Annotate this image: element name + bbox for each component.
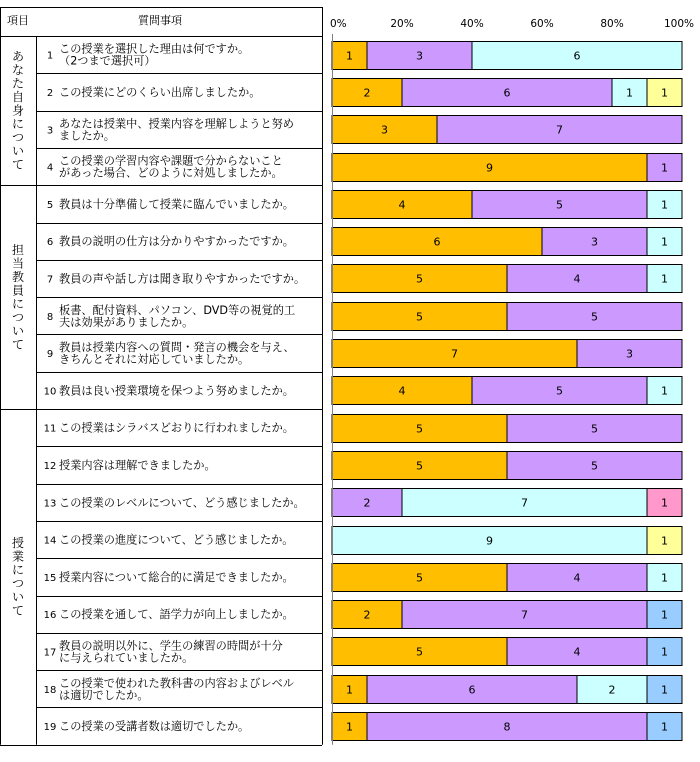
bar-value-label: 6 <box>433 235 441 249</box>
bar-value-label: 6 <box>573 49 581 63</box>
bars <box>332 34 682 745</box>
bar-value-label: 1 <box>661 720 668 734</box>
question-number: 13 <box>43 498 57 510</box>
bar-value-label: 5 <box>591 422 598 436</box>
question-text: に与えられていましたか。 <box>59 651 194 665</box>
bar-value-label: 4 <box>573 645 581 659</box>
bar-value-label: 4 <box>398 384 406 398</box>
bar-value-label: 1 <box>661 571 668 585</box>
bar-value-label: 1 <box>661 384 668 398</box>
question-text: 教員の説明以外に、学生の練習の時間が十分 <box>59 639 283 653</box>
question-number: 8 <box>46 311 54 323</box>
question-table <box>0 7 323 746</box>
question-text: この授業はシラバスどおりに行われましたか。 <box>59 421 294 435</box>
bar-value-label: 1 <box>661 608 668 622</box>
bar-value-label: 3 <box>626 347 633 361</box>
question-number: 7 <box>46 274 54 286</box>
bar-value-label: 7 <box>521 608 528 622</box>
question-text: 板書、配付資料、パソコン、DVD等の視覚的工 <box>59 303 296 317</box>
question-number: 18 <box>43 684 57 696</box>
question-number: 15 <box>43 572 57 584</box>
x-tick-label: 40% <box>460 18 484 30</box>
bar-value-label: 1 <box>661 235 668 249</box>
question-number: 17 <box>43 647 57 659</box>
question-text: この授業で使われた教科書の内容およびレベル <box>59 676 294 690</box>
x-tick-label: 0% <box>330 18 347 30</box>
question-text: この授業を通して、語学力が向上しましたか。 <box>59 608 294 622</box>
bar-value-label: 7 <box>521 496 528 510</box>
question-text: があった場合、どのように対処しましたか。 <box>59 166 283 180</box>
bar-value-label: 6 <box>468 683 476 697</box>
question-text: 授業内容は理解できましたか。 <box>59 458 216 472</box>
bar-value-label: 3 <box>381 123 388 137</box>
bar-value-label: 2 <box>363 496 371 510</box>
x-tick-label: 80% <box>600 18 624 30</box>
question-number: 3 <box>46 125 54 137</box>
bar-value-label: 5 <box>416 310 423 324</box>
bar-value-label: 5 <box>416 571 423 585</box>
bar-value-label: 7 <box>451 347 458 361</box>
question-number: 6 <box>46 237 54 249</box>
bar-value-label: 2 <box>608 683 616 697</box>
question-text: 教員の声や話し方は聞き取りやすかったですか。 <box>59 272 306 286</box>
bar-value-label: 7 <box>556 123 563 137</box>
question-number: 2 <box>46 87 54 99</box>
bar-value-label: 2 <box>363 86 371 100</box>
question-number: 16 <box>43 610 57 622</box>
bar-value-label: 9 <box>486 534 493 548</box>
question-text: 教員の説明の仕方は分かりやすかったですか。 <box>59 235 294 249</box>
bar-value-label: 9 <box>486 161 493 175</box>
header-item: 項目 <box>7 14 29 27</box>
x-tick-label: 100% <box>663 18 694 30</box>
question-number: 11 <box>43 423 57 435</box>
bar-value-label: 2 <box>363 608 371 622</box>
question-text: 教員は授業内容への質問・発言の機会を与え、 <box>59 341 295 355</box>
bar-value-label: 1 <box>626 86 633 100</box>
question-text: きちんとそれに対応していましたか。 <box>59 353 250 367</box>
bar-value-label: 6 <box>503 86 511 100</box>
bar-value-label: 1 <box>661 645 668 659</box>
question-number: 1 <box>46 50 54 62</box>
bar-value-label: 1 <box>346 49 353 63</box>
question-text: は適切でしたか。 <box>59 688 149 702</box>
question-text: この授業を選択した理由は何ですか。 <box>59 42 250 56</box>
bar-value-label: 1 <box>346 683 353 697</box>
question-text: （2つまで選択可） <box>59 54 156 68</box>
bar-value-label: 3 <box>591 235 598 249</box>
category-label: あなた自身について <box>11 49 25 172</box>
question-text: この授業の受講者数は適切でしたか。 <box>59 720 250 734</box>
bar-value-label: 1 <box>661 198 668 212</box>
bar-value-label: 1 <box>661 534 668 548</box>
question-text: この授業にどのくらい出席しましたか。 <box>59 85 261 99</box>
question-text: この授業の進度について、どう感じましたか。 <box>59 533 294 547</box>
question-text: 夫は効果がありましたか。 <box>59 315 194 329</box>
question-number: 12 <box>43 460 57 472</box>
bar-value-label: 5 <box>556 384 563 398</box>
x-tick-label: 20% <box>390 18 414 30</box>
bar-value-label: 1 <box>661 161 668 175</box>
x-axis-ticks <box>330 18 694 30</box>
bar-value-label: 5 <box>416 459 423 473</box>
bar-value-label: 5 <box>591 310 598 324</box>
question-text: ましたか。 <box>59 129 115 143</box>
question-number: 19 <box>43 722 57 734</box>
bar-value-label: 1 <box>661 272 668 286</box>
question-text: この授業のレベルについて、どう感じましたか。 <box>59 496 305 510</box>
question-text: あなたは授業中、授業内容を理解しようと努め <box>59 117 294 131</box>
question-text: 授業内容について総合的に満足できましたか。 <box>59 570 294 584</box>
question-text: 教員は良い授業環境を保つよう努めましたか。 <box>59 384 294 398</box>
x-tick-label: 60% <box>530 18 554 30</box>
bar-value-label: 4 <box>573 571 581 585</box>
bar-value-label: 3 <box>416 49 423 63</box>
question-number: 5 <box>46 199 54 211</box>
category-label: 授業について <box>11 536 25 618</box>
bar-value-label: 1 <box>661 496 668 510</box>
bar-value-label: 5 <box>416 645 423 659</box>
bar-value-label: 5 <box>591 459 598 473</box>
header-question: 質問事項 <box>138 14 182 27</box>
bar-value-label: 8 <box>503 720 511 734</box>
bar-value-label: 1 <box>346 720 353 734</box>
question-number: 9 <box>46 349 54 361</box>
question-number: 14 <box>43 535 57 547</box>
bar-value-label: 1 <box>661 683 668 697</box>
question-number: 4 <box>46 162 54 174</box>
bar-value-label: 5 <box>556 198 563 212</box>
bar-value-label: 5 <box>416 422 423 436</box>
question-number: 10 <box>43 386 57 398</box>
question-text: この授業の学習内容や課題で分からないこと <box>59 154 283 168</box>
bar-value-label: 5 <box>416 272 423 286</box>
bar-value-label: 1 <box>661 86 668 100</box>
bar-value-label: 4 <box>573 272 581 286</box>
category-label: 担当教員について <box>11 242 25 352</box>
category-labels <box>12 50 24 618</box>
bar-value-label: 4 <box>398 198 406 212</box>
question-text: 教員は十分準備して授業に臨んでいましたか。 <box>59 197 294 211</box>
